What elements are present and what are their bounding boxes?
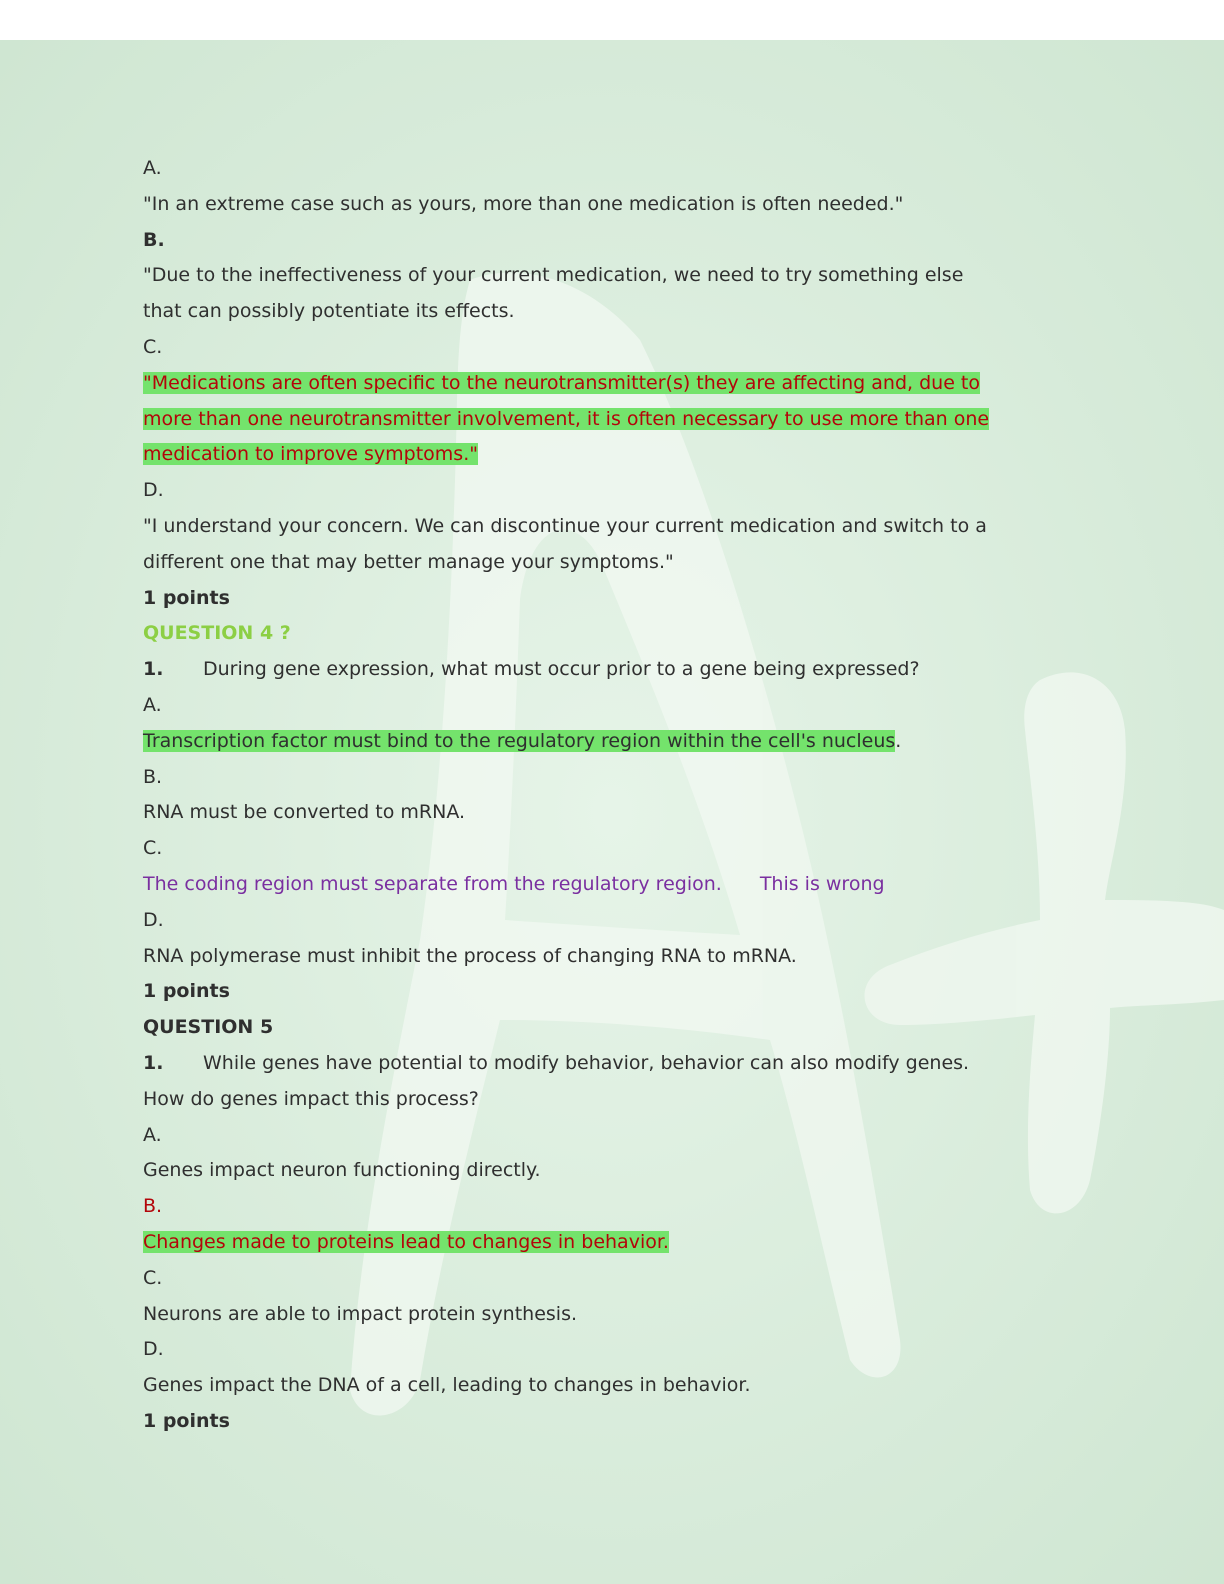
q3-option-b-text-1: "Due to the ineffectiveness of your current medication, we need to try something else	[143, 264, 964, 287]
q5-prompt-2: How do genes impact this process?	[143, 1087, 479, 1110]
q4-option-b-text: RNA must be converted to mRNA.	[143, 801, 466, 824]
q5-option-b-label: B.	[143, 1195, 163, 1218]
q4-option-c-text: The coding region must separate from the regulatory region.	[143, 872, 722, 895]
q3-option-c-text-3: medication to improve symptoms."	[143, 443, 478, 466]
q3-option-d-label: D.	[143, 479, 164, 502]
question-content	[143, 151, 1073, 1440]
q3-option-c-text-2: more than one neurotransmitter involvement, it is often necessary to use more than one	[143, 407, 990, 430]
q5-heading: QUESTION 5	[143, 1016, 274, 1039]
q5-prompt-line	[143, 1046, 1073, 1082]
q5-option-d-text: Genes impact the DNA of a cell, leading to changes in behavior.	[143, 1374, 751, 1397]
q4-heading: QUESTION 4 ?	[143, 622, 291, 645]
q4-option-c-label: C.	[143, 837, 163, 860]
q5-option-c-text: Neurons are able to impact protein synthesis.	[143, 1302, 578, 1325]
q3-option-c-label: C.	[143, 335, 163, 358]
q5-option-b-text: Changes made to proteins lead to changes in behavior.	[143, 1230, 669, 1253]
q4-option-b-label: B.	[143, 765, 163, 788]
q4-option-a-period: .	[895, 729, 902, 752]
q5-option-d-label: D.	[143, 1338, 164, 1361]
q5-option-a-label: A.	[143, 1123, 162, 1146]
q4-points: 1 points	[143, 980, 230, 1003]
q3-option-b-text-2: that can possibly potentiate its effects.	[143, 300, 515, 323]
document-page	[0, 40, 1224, 1584]
q3-option-a-text: "In an extreme case such as yours, more than one medication is often needed."	[143, 192, 904, 215]
q5-points: 1 points	[143, 1409, 230, 1432]
q3-option-a-label: A.	[143, 157, 162, 179]
q5-option-c-label: C.	[143, 1266, 163, 1289]
q3-points: 1 points	[143, 586, 230, 609]
q4-number: 1.	[143, 658, 164, 681]
q4-option-a-text: Transcription factor must bind to the regulatory region within the cell's nucleus	[143, 729, 896, 752]
q4-prompt-line	[143, 652, 1073, 688]
q4-option-a-label: A.	[143, 693, 162, 716]
q4-prompt: During gene expression, what must occur prior to a gene being expressed?	[203, 658, 920, 681]
q4-option-d-label: D.	[143, 908, 164, 931]
q3-option-d-text-2: different one that may better manage your symptoms."	[143, 550, 674, 573]
q4-option-c-note: This is wrong	[759, 872, 885, 895]
q3-option-c-text-1: "Medications are often specific to the neurotransmitter(s) they are affecting and, due to	[143, 371, 981, 394]
q5-option-a-text: Genes impact neuron functioning directly.	[143, 1159, 541, 1182]
q3-option-d-text-1: "I understand your concern. We can discontinue your current medication and switch to a	[143, 514, 987, 537]
q5-number: 1.	[143, 1051, 164, 1074]
q4-option-d-text: RNA polymerase must inhibit the process of changing RNA to mRNA.	[143, 944, 797, 967]
q3-option-b-label: B.	[143, 228, 165, 251]
q5-prompt-1: While genes have potential to modify behavior, behavior can also modify genes.	[203, 1051, 970, 1074]
